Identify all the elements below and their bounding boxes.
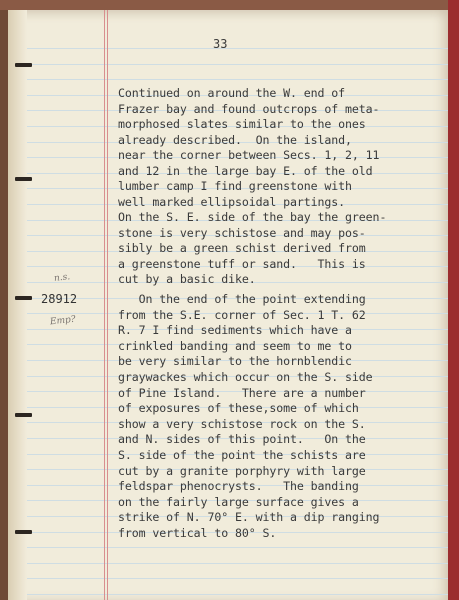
text-line: cut by a granite porphyry with large bbox=[118, 463, 366, 478]
text-line: of exposures of these,some of which bbox=[118, 401, 359, 416]
text-line: sibly be a green schist derived from bbox=[118, 241, 366, 255]
text-line: R. 7 I find sediments which have a bbox=[118, 323, 352, 338]
ruled-line bbox=[27, 64, 448, 65]
ruled-line bbox=[27, 594, 448, 595]
ruled-line bbox=[27, 578, 448, 579]
text-line: feldspar phenocrysts. The banding bbox=[118, 479, 359, 494]
ruled-line bbox=[27, 48, 448, 49]
text-line: show a very schistose rock on the S. bbox=[118, 416, 366, 431]
page-number: 33 bbox=[213, 37, 228, 51]
text-line: crinkled banding and seem to me to bbox=[118, 338, 352, 353]
text-line: On the end of the point extending bbox=[118, 292, 366, 306]
book-top-edge bbox=[0, 0, 459, 10]
page-spine bbox=[8, 10, 27, 600]
text-line: cut by a basic dike. bbox=[118, 272, 256, 286]
binder-hole bbox=[15, 177, 32, 181]
ruled-line bbox=[27, 563, 448, 564]
text-line: a greenstone tuff or sand. This is bbox=[118, 256, 366, 271]
text-line: S. side of the point the schists are bbox=[118, 448, 366, 462]
text-line: On the S. E. side of the bay the green- bbox=[118, 210, 387, 224]
margin-line-right bbox=[107, 10, 108, 600]
text-line: Continued on around the W. end of bbox=[118, 86, 346, 100]
text-line: from vertical to 80° S. bbox=[118, 526, 277, 540]
ruled-line bbox=[27, 547, 448, 548]
ruled-line bbox=[27, 79, 448, 80]
text-line: and 12 in the large bay E. of the old bbox=[118, 163, 373, 178]
text-line: well marked ellipsoidal partings. bbox=[118, 194, 346, 209]
sample-number: 28912 bbox=[41, 292, 78, 306]
text-line: morphosed slates similar to the ones bbox=[118, 117, 366, 131]
text-line: be very similar to the hornblendic bbox=[118, 354, 352, 369]
text-line: on the fairly large surface gives a bbox=[118, 494, 359, 509]
margin-line-left bbox=[104, 10, 105, 600]
text-line: Frazer bay and found outcrops of meta- bbox=[118, 101, 380, 116]
binder-hole bbox=[15, 413, 32, 417]
binder-hole bbox=[15, 296, 32, 300]
text-line: stone is very schistose and may pos- bbox=[118, 225, 366, 240]
text-line: strike of N. 70° E. with a dip ranging bbox=[118, 510, 380, 525]
text-line: of Pine Island. There are a number bbox=[118, 385, 366, 400]
text-line: from the S.E. corner of Sec. 1 T. 62 bbox=[118, 307, 366, 322]
binder-hole bbox=[15, 63, 32, 67]
binder-hole bbox=[15, 530, 32, 534]
margin-note-initials: n.s. bbox=[53, 272, 71, 284]
text-line: near the corner between Secs. 1, 2, 11 bbox=[118, 148, 380, 162]
text-line: lumber camp I find greenstone with bbox=[118, 179, 352, 193]
book-cover-edge bbox=[448, 0, 459, 600]
text-line: graywackes which occur on the S. side bbox=[118, 370, 373, 384]
text-line: already described. On the island, bbox=[118, 132, 352, 147]
margin-note-handwritten: Emp? bbox=[49, 314, 77, 328]
text-line: and N. sides of this point. On the bbox=[118, 432, 366, 447]
